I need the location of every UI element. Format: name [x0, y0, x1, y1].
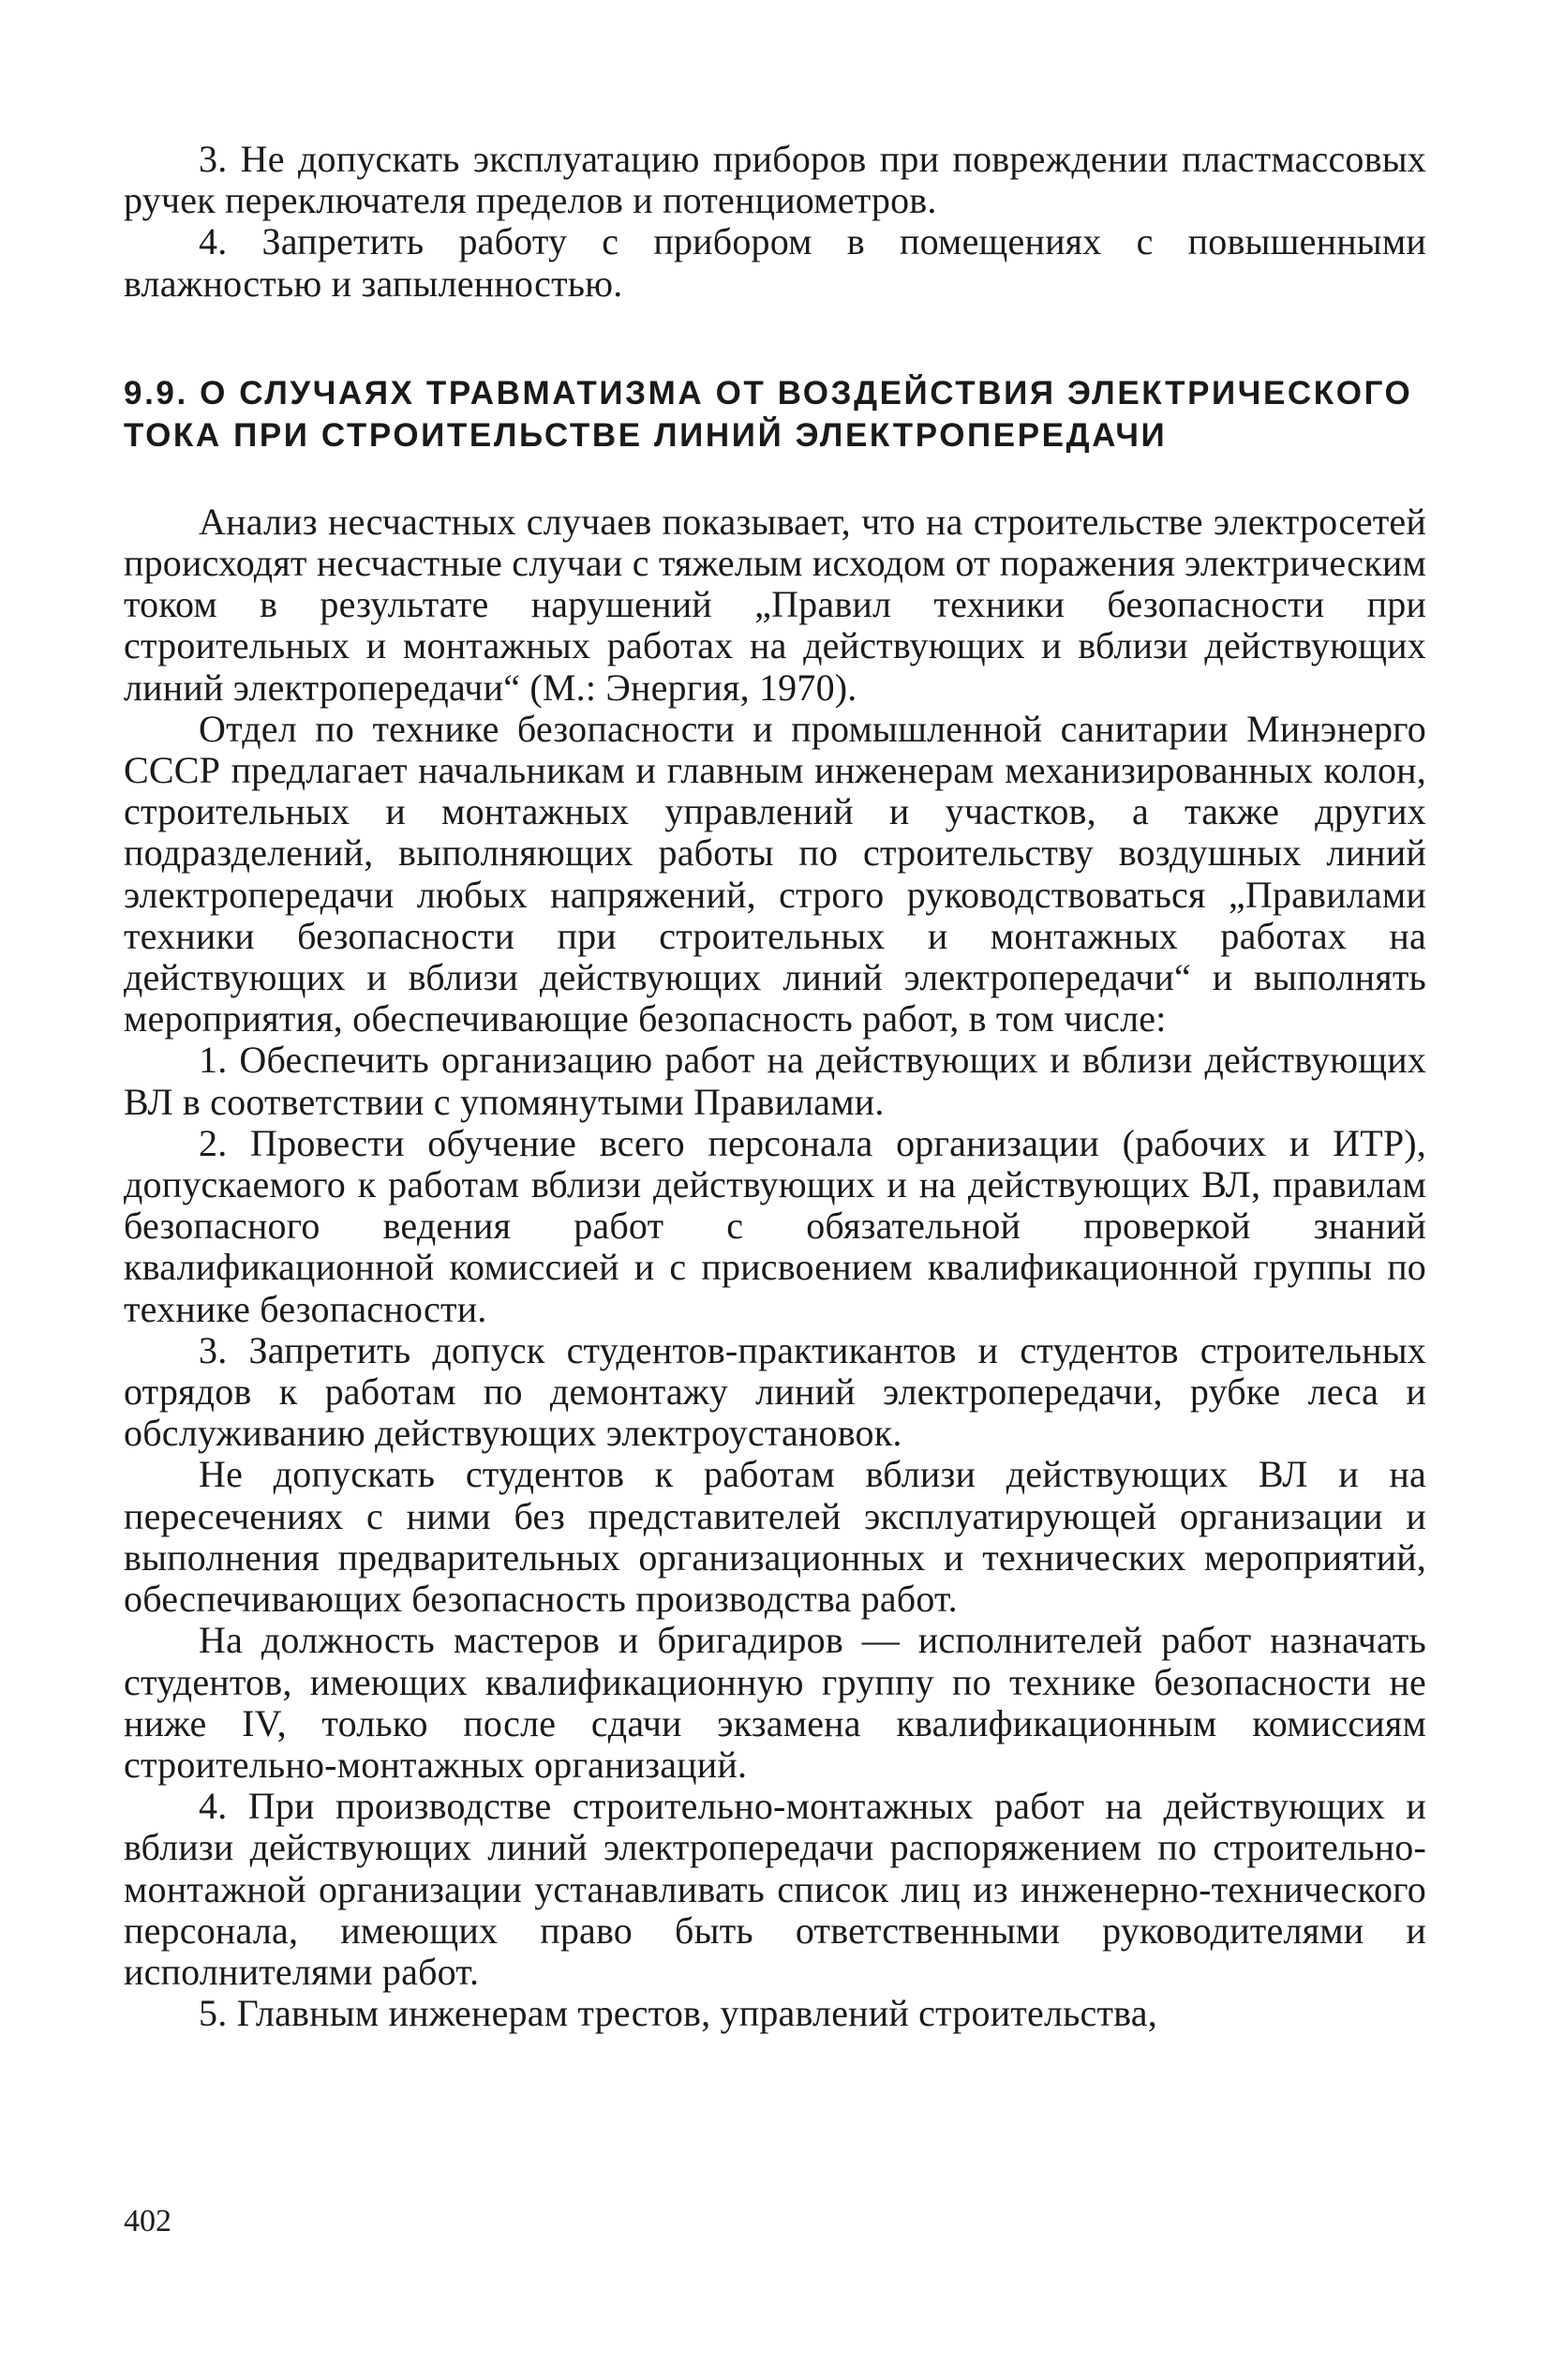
- list-item-5: 5. Главным инженерам трестов, управлений строительства,: [199, 1992, 1157, 2035]
- paragraph-foremen: На должность мастеров и бригадиров — исполнителей работ назначать студентов, имеющих квалификационную группу по технике безопасности не ниже IV, только после сдачи экзамена квалификационным комиссиям строительно-монтажных организаций.: [124, 1619, 1426, 1786]
- intro-item-3: 3. Не допускать эксплуатацию приборов при повреждении пластмассовых ручек переключателя пределов и потенциометров.: [124, 138, 1426, 222]
- list-item-3: 3. Запретить допуск студентов-практикантов и студентов строительных отрядов к работам по демонтажу линий электропередачи, рубке леса и обслуживанию действующих электроустановок.: [124, 1328, 1426, 1455]
- section-heading: 9.9. О СЛУЧАЯХ ТРАВМАТИЗМА ОТ ВОЗДЕЙСТВИЯ ЭЛЕКТРИЧЕСКОГО ТОКА ПРИ СТРОИТЕЛЬСТВЕ ЛИНИЙ ЭЛЕКТРОПЕРЕДАЧИ: [124, 374, 1413, 454]
- page-content: [124, 139, 1426, 2034]
- paragraph-students: Не допускать студентов к работам вблизи действующих ВЛ и на пересечениях с ними без представителей эксплуатирующей организации и выполнения предварительных организационных и технических мероприятий, обеспечивающих безопасность производства работ.: [124, 1453, 1426, 1621]
- intro-item-4: 4. Запретить работу с прибором в помещениях с повышенными влажностью и запыленностью.: [124, 220, 1426, 305]
- list-item-2: 2. Провести обучение всего персонала организации (рабочих и ИТР), допускаемого к работам вблизи действующих и на действующих ВЛ, правилам безопасного ведения работ с обязательной проверкой знаний квалификационной комиссией и с присвоением квалификационной группы по технике безопасности.: [124, 1121, 1426, 1330]
- list-item-1: 1. Обеспечить организацию работ на действующих и вблизи действующих ВЛ в соответствии с упомянутыми Правилами.: [124, 1039, 1426, 1123]
- paragraph-analysis: Анализ несчастных случаев показывает, что на строительстве электросетей происходят несчастные случаи с тяжелым исходом от поражения электрическим током в результате нарушений „Правил техники безопасности при строительных и монтажных работах на действующих и вблизи действующих линий электропередачи“ (М.: Энергия, 1970).: [124, 500, 1426, 709]
- paragraph-department: Отдел по технике безопасности и промышленной санитарии Минэнерго СССР предлагает начальникам и главным инженерам механизированных колон, строительных и монтажных управлений и участков, а также других подразделений, выполняющих работы по строительству воздушных линий электропередачи любых напряжений, строго руководствоваться „Правилами техники безопасности при строительных и монтажных работах на действующих и вблизи действующих линий электропередачи“ и выполнять мероприятия, обеспечивающие безопасность работ, в том числе:: [124, 707, 1426, 1040]
- list-item-4: 4. При производстве строительно-монтажных работ на действующих и вблизи действующих линий электропередачи распоряжением по строительно-монтажной организации устанавливать список лиц из инженерно-технического персонала, имеющих право быть ответственными руководителями и исполнителями работ.: [124, 1785, 1426, 1993]
- page-number: 402: [124, 2204, 171, 2238]
